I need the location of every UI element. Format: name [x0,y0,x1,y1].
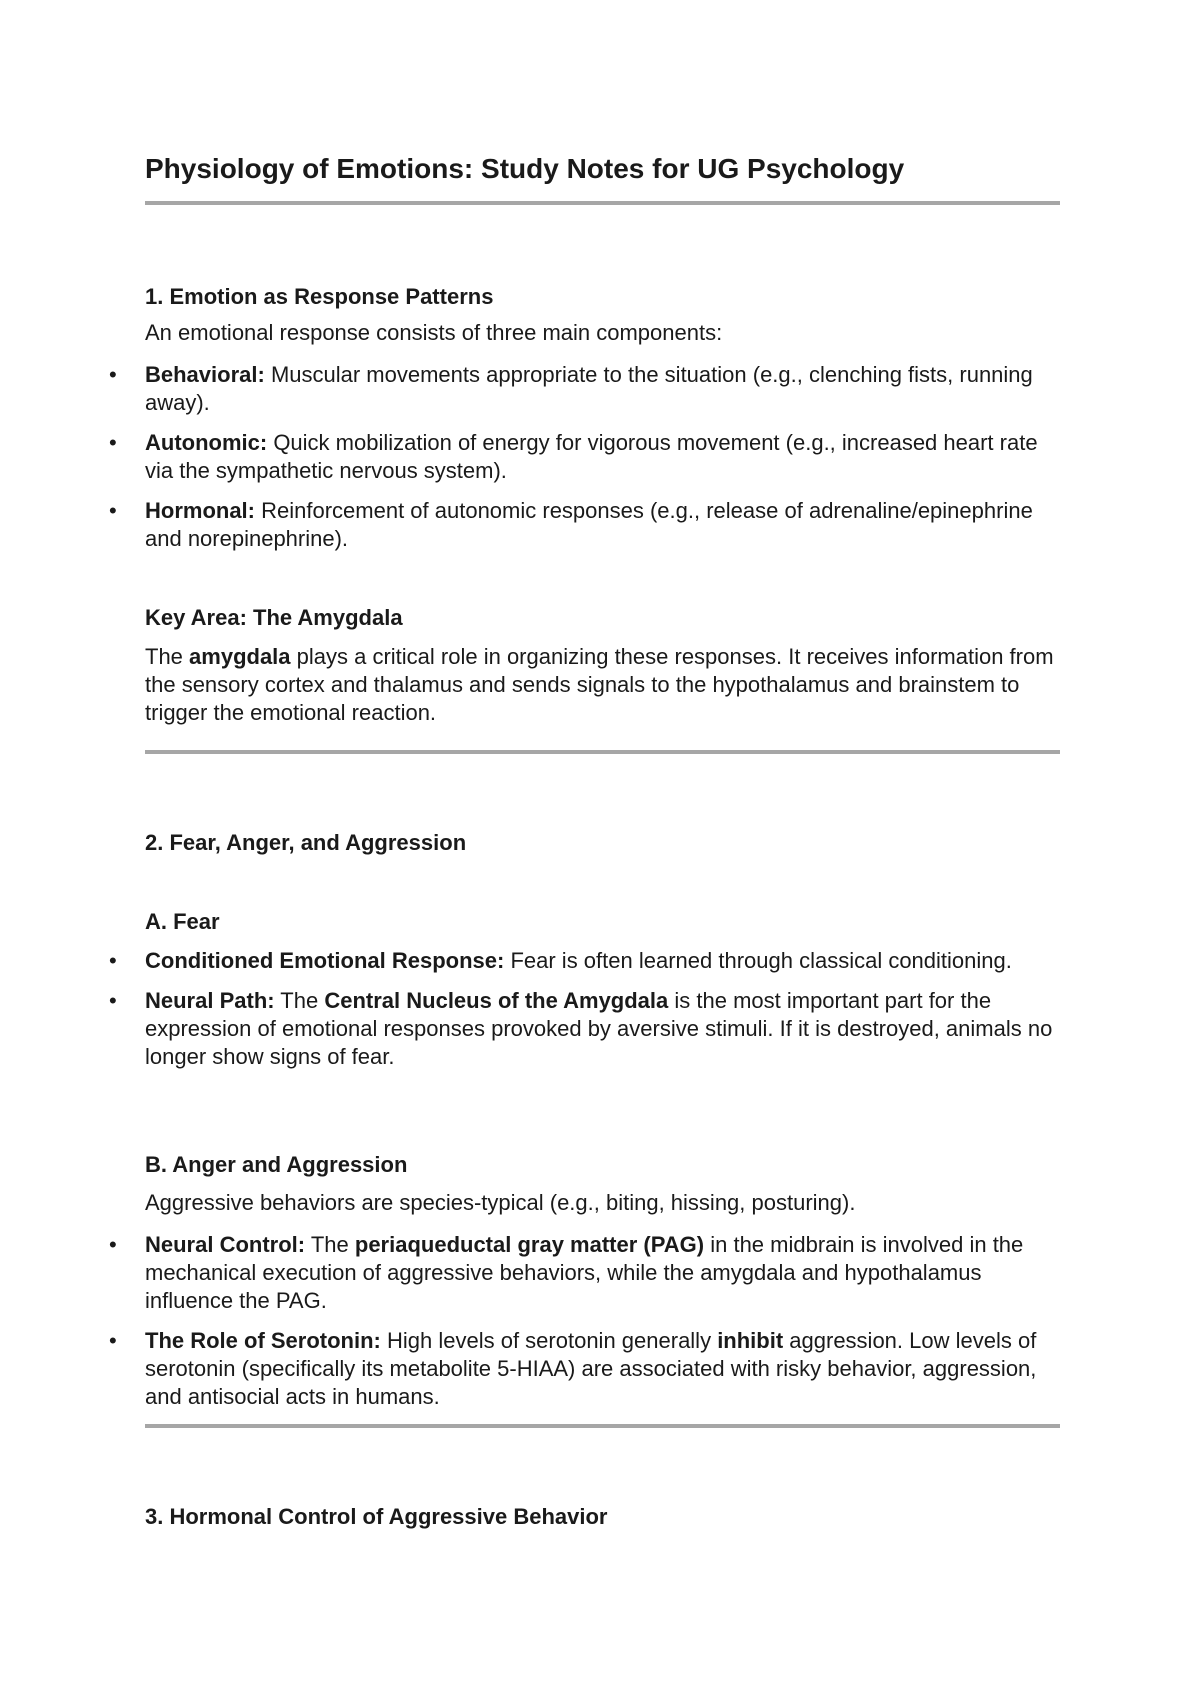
item-label: The Role of Serotonin: [145,1328,381,1353]
item-term: inhibit [717,1328,784,1353]
item-label: Neural Control: [145,1232,306,1257]
list-item [109,1231,1060,1315]
item-text: Muscular movements appropriate to the situation (e.g., clenching fists, running away). [145,362,1033,415]
anger-heading: B. Anger and Aggression [145,1152,408,1177]
key-area-heading: Key Area: The Amygdala [145,605,403,630]
list-item [109,429,1060,485]
bullet-icon: • [109,988,117,1013]
item-text-pre: High levels of serotonin generally [380,1328,718,1353]
anger-intro: Aggressive behaviors are species-typical (e.g., biting, hissing, posturing). [145,1190,856,1215]
section-2-heading: 2. Fear, Anger, and Aggression [145,830,467,855]
list-item [109,361,1060,417]
bullet-icon: • [109,1232,117,1257]
item-text: Fear is often learned through classical conditioning. [504,948,1012,973]
item-label: Conditioned Emotional Response: [145,948,505,973]
key-area-paragraph [145,643,1060,727]
section-2-divider [145,1424,1060,1428]
item-text-post: is the most important part for the expression of emotional responses provoked by aversive stimuli. If it is destroyed, animals no longer show signs of fear. [145,988,1053,1069]
list-item [109,947,1060,975]
section-1-list [109,361,1060,565]
item-term: Central Nucleus of the Amygdala [324,988,669,1013]
section-1-intro: An emotional response consists of three main components: [145,320,723,345]
list-item [109,987,1060,1071]
item-term: periaqueductal gray matter (PAG) [354,1232,705,1257]
key-area-text-pre: The [145,644,190,669]
key-area-text-post: plays a critical role in organizing these responses. It receives information from the sensory cortex and thalamus and sends signals to the hypothalamus and brainstem to trigger the emotional reaction. [145,644,1054,725]
item-text: Quick mobilization of energy for vigorous movement (e.g., increased heart rate via the sympathetic nervous system). [145,430,1038,483]
list-item [109,497,1060,553]
document-title: Physiology of Emotions: Study Notes for UG Psychology [145,153,905,184]
bullet-icon: • [109,362,117,387]
anger-list [109,1231,1060,1423]
bullet-icon: • [109,948,117,973]
section-3-heading: 3. Hormonal Control of Aggressive Behavior [145,1504,608,1529]
document-page [109,0,1060,1696]
item-label: Hormonal: [145,498,255,523]
item-text-pre: The [274,988,325,1013]
item-text-post: aggression. Low levels of serotonin (specifically its metabolite 5-HIAA) are associated with risky behavior, aggression, and antisocial acts in humans. [145,1328,1037,1409]
section-1-heading: 1. Emotion as Response Patterns [145,284,494,309]
item-text-post: in the midbrain is involved in the mechanical execution of aggressive behaviors, while the amygdala and hypothalamus influence the PAG. [145,1232,1024,1313]
list-item [109,1327,1060,1411]
key-area-term: amygdala [189,644,291,669]
fear-heading: A. Fear [145,909,220,934]
item-text-pre: The [305,1232,355,1257]
item-text: Reinforcement of autonomic responses (e.g., release of adrenaline/epinephrine and norepinephrine). [145,498,1033,551]
item-label: Neural Path: [145,988,275,1013]
bullet-icon: • [109,498,117,523]
bullet-icon: • [109,1328,117,1353]
bullet-icon: • [109,430,117,455]
item-label: Autonomic: [145,430,268,455]
item-label: Behavioral: [145,362,265,387]
fear-list [109,947,1060,1083]
section-1-divider [145,750,1060,754]
title-divider [145,201,1060,205]
